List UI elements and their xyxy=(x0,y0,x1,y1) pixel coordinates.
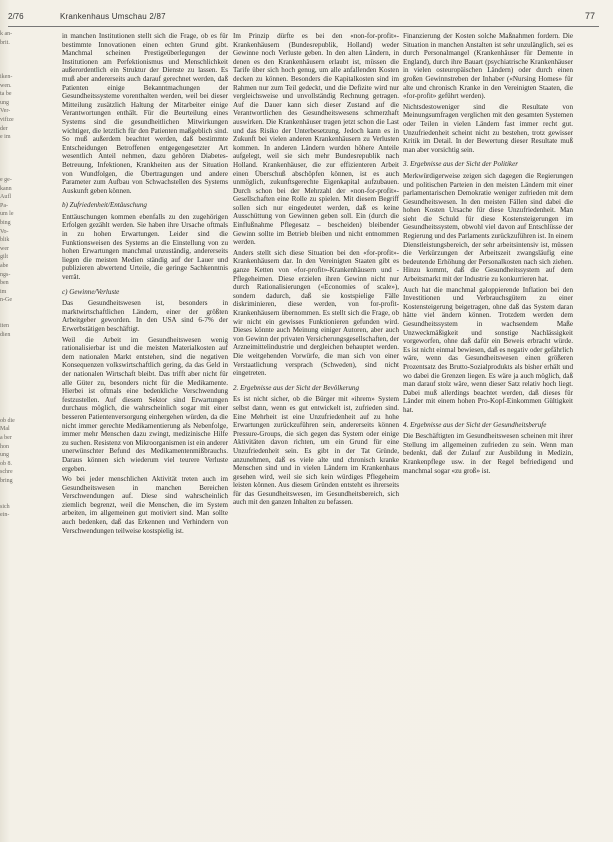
margin-fragment: ngs- xyxy=(0,271,11,278)
margin-fragment: abe xyxy=(0,263,9,270)
section-heading: 4. Ergebnisse aus der Sicht der Gesundheitsberufe xyxy=(403,420,547,429)
margin-fragment: dien xyxy=(0,331,11,338)
margin-fragment xyxy=(0,56,40,65)
running-header xyxy=(8,10,599,27)
paragraph: Im Prinzip dürfte es bei den «non-for-profit»-Krankenhäusern (Bundesrepublik, Holland) weder Gewinne noch Verluste geben. In den alten Ländern, in denen es den Krankenhäusern erlaubt ist, müssen die Tarife über sich hoch genug, um alle anfallenden Kosten decken zu können. Besonders die Kapitalkosten sind im Rahmen nur zum Teil gedeckt, und die Defizite wird nur vergleichsweise und unvollständig Rechnung getragen. Auf die Dauer kann sich dieser Zustand auf die Verantwortlichen des Gesundheitswesens schmerzhaft auswirken. Die Krankenhäuser tragen jetzt schon die Last und das Risiko der Unterbesetzung. Jedoch kann es in Zukunft bei vielen anderen Krankenhäusern zu Verlusten kommen. In anderen Ländern wurden höhere Anteile aufgelegt, weil sie sich mehr Bundesrepublik nach Holland. Krankenhäuser, die zur effizienteren Arbeit einen Überschuß abschöpfen können, ist es auch unmöglich, zukunftsgerechte Eigenkapital aufzubauen. Durch schon bei der Mehrzahl der «non-for-profit»-Gesellschaften eine Rolle zu spielen. Mit diesem Begriff sollen sich nur eingedeutet werden, daß es keine Ausschüttung von Gewinnen geben soll. Ein (durch die Einflußnahme Pflegesatz – bescheiden) bleibender Gewinn sollte im Betrieb bleiben und nicht entnommen werden. xyxy=(233,32,399,247)
margin-fragment xyxy=(0,391,40,400)
paragraph: Das Gesundheitswesen ist, besonders in marktwirtschaftlichen Ländern, einer der größten Arbeitgeber geworden. In den USA sind 6-7% der Erwerbstätigen beschäftigt. xyxy=(62,299,228,333)
margin-fragment: Ver- xyxy=(0,108,11,115)
paragraph: Merkwürdigerweise zeigen sich dagegen die Regierungen und politischen Parteien in den meisten Ländern mit einer parlamentarischen Demokratie weniger zufrieden mit dem Gesundheitswesen. In den meisten Fällen sind dabei die hohen Kosten Ursache für diese Unzufriedenheit. Man sieht die Schuld für diese Kostensteigerungen im Gesundheitssystem, obwohl viel davon auf Entschlüsse der Regierung und des Parlaments zurückzuführen ist. In einem Dienstleistungsbereich, der sehr arbeitsintensiv ist, müssen die Verkürzungen der Arbeitszeit zwangsläufig eine bedeutende Erhöhung der Personalkosten nach sich ziehen. Hinzu kommt, daß die Gesundheitssystem auf dem Arbeitsmarkt mit der Industrie zu konkurrieren hat. xyxy=(403,171,573,284)
margin-fragment xyxy=(0,305,40,314)
margin-fragment: hon xyxy=(0,443,9,450)
margin-fragment: ben xyxy=(0,280,9,287)
paragraph: Wo bei jeder menschlichen Aktivität treten auch im Gesundheitswesen in manchen Bereichen Verschwendungen auf. Diese sind wahrscheinlich ziemlich begrenzt, weil die Menschen, die im System arbeiten, im allgemeinen gut motiviert sind. Man sollte auch bedenken, daß das Erkennen und Verhindern von Verschwendungen teilweise kostspielig ist. xyxy=(62,475,228,535)
margin-fragment: gilt xyxy=(0,254,9,261)
margin-fragment: ob 8. xyxy=(0,460,12,467)
paragraph: Weil die Arbeit im Gesundheitswesen wenig rationalisierbar ist und die meisten Materialkosten auf dem nationalen Markt entstehen, sind die negativen Konsequenzen volkswirtschaftlich gering, da das Geld in der nationalen Wirtschaft bleibt. Das trifft aber nicht für alle Güter zu, besonders nicht für die Medikamente. Hierbei ist oftmals eine bedenkliche Verschwendung festzustellen. Auf diesem Sektor sind Erwartungen durchaus möglich, die wahrscheinlich sogar mit einer besseren Patientenversorgung einhergehen würden, da die nicht immer gerechte Medikamentierung als Nebenfolge, immer mehr Menschen dazu zwingt, medizinische Hilfe zu suchen. Resistenz von Mikroorganismen ist ein anderer unerwünschter Befund des Medikamentenmißbrauchs. Daraus können sich wiederum viel teurere Verluste ergeben. xyxy=(62,335,228,473)
paragraph: Enttäuschungen kommen ebenfalls zu den zugehörigen Erfolgen gezählt werden. Sie haben ihre Ursache oftmals in zu hohen Erwartungen. Leider sind die Funktionsweisen des Systems an die Einstellung von zu hohen Erwartungen manchmal unzuständig, andererseits liegen die meisten Medien ständig auf der Lauer und publizieren abwertend Urteile, die geringe Sachkenntnis verrät. xyxy=(62,212,228,282)
margin-fragment xyxy=(0,408,40,417)
margin-fragment xyxy=(0,382,40,391)
section-heading: b) Zufriedenheit/Entäuschung xyxy=(62,201,147,210)
header-left-text: 2/76 xyxy=(8,12,24,21)
paragraph: in manchen Institutionen stellt sich die Frage, ob es für bestimmte Innovationen einen echten Grund gibt. Manchmal scheinen Prestigeüberlegungen der Institutionen am Perfektionismus und Menschlichkeit außerordentlich ein Struktur der Dienste zu lassen. Es muß aber andererseits auch darauf gerechnet werden, daß Patienten einige Bekanntmachungen der Gesundheitssysteme vorenthalten werden, weil bei dieser Mitteilung zusätzlich Haltung der Mitarbeiter einige Verantwortungen enthält. Für die Beurteilung eines Systems sind die gesundheitlichen Mitwirkungen wichtiger, die letztlich für den Patienten maßgeblich sind. So muß außerdem beachtet werden, daß bestimmte Entscheidungen Betroffenen entgegengesetzter Art wesentlich Anteil nehmen, dazu gehören Diabetes-Betreuung, Infektionen, Krankheiten aus der Situation von Wundfolgen, die Übertragungen und andere Parameter zum Aufbau von Schwachstellen des Systems Auskunft geben können. xyxy=(62,32,228,195)
margin-fragment xyxy=(0,168,40,177)
margin-fragment xyxy=(0,485,40,494)
section-heading: 3. Ergebnisse aus der Sicht der Politiker xyxy=(403,160,518,169)
margin-fragment: Pa- xyxy=(0,202,8,209)
column-2 xyxy=(233,32,399,832)
margin-fragment xyxy=(0,520,40,529)
margin-fragment: im xyxy=(0,288,7,295)
margin-fragment: blik xyxy=(0,237,10,244)
margin-fragment: ob die xyxy=(0,417,15,424)
margin-fragment: um le xyxy=(0,211,14,218)
margin-fragment xyxy=(0,400,40,409)
previous-page-margin xyxy=(0,30,40,830)
paragraph: Es ist nicht sicher, ob die Bürger mit «ihrem» System selbst dann, wenn es gut entwickelt ist, zufrieden sind. Eine Mehrheit ist eine Unzufriedenheit auf zu hohe Erwartungen zurückzuführen sein, andererseits können Pressure-Groups, die sich gegen das System oder einige Aktivitäten davon richten, um ein Grund für eine Unzufriedenheit sein. Es gibt in der Tat Gründe, anzunehmen, daß es viele alte und chronisch kranke Menschen sind und in vielen Ländern im Krankenhaus gesehen wird, weil sie sich kein würdiges Pflegeheim leisten können. Aus diesem Gründen entsteht es ihrerseits für das Gesundheitswesen, im Gesundheitsbereich, sich auch mit den ganzen Inhalten zu befassen. xyxy=(233,395,399,507)
margin-fragment xyxy=(0,64,40,73)
margin-fragment: ein- xyxy=(0,512,10,519)
margin-fragment: ta be xyxy=(0,91,12,98)
margin-fragment: wer xyxy=(0,245,9,252)
margin-fragment xyxy=(0,554,40,563)
margin-fragment xyxy=(0,314,40,323)
margin-fragment xyxy=(0,494,40,503)
margin-fragment xyxy=(0,150,40,159)
margin-fragment: k an- xyxy=(0,31,13,37)
section-heading: 2. Ergebnisse aus der Sicht der Bevölkerung xyxy=(233,383,360,392)
paragraph: Finanzierung der Kosten solche Maßnahmen fordern. Die Situation in manchen Anstalten ist sehr unzulänglich, sei es durch Personalmangel (Krankenhäuser für Demente in England), durch ihre Bauart (psychiatrische Krankenhäuser in vielen osteuropäischen Ländern) oder durch einen großen Gewinnstreben der Inhaber («Nursing Homes» für alte und chronisch Kranke in den Vereinigten Staaten, die «for-profit» geführt werden). xyxy=(403,32,573,101)
margin-fragment xyxy=(0,142,40,151)
margin-fragment: brit. xyxy=(0,39,10,46)
column-1 xyxy=(62,32,228,832)
margin-fragment xyxy=(0,365,40,374)
margin-fragment xyxy=(0,47,40,56)
margin-fragment: ung xyxy=(0,452,9,459)
paragraph: Nichtsdestoweniger sind die Resultate von Meinungsumfragen verglichen mit den gesamten Systemen oder Teilen in vielen Ländern fast immer recht gut. Unzufriedenheit scheint nicht zu bestehen, trotz gewisser Kritik im Detail. In der Bewertung dieser Resultate muß man aber vorsichtig sein. xyxy=(403,102,573,154)
margin-fragment: kann xyxy=(0,185,12,192)
margin-fragment: vifize xyxy=(0,116,14,123)
margin-fragment xyxy=(0,374,40,383)
margin-fragment: bring xyxy=(0,477,13,484)
margin-fragment xyxy=(0,546,40,555)
margin-fragment xyxy=(0,528,40,537)
column-3 xyxy=(403,32,573,832)
margin-fragment: bing xyxy=(0,220,11,227)
margin-fragment: iken- xyxy=(0,73,13,80)
margin-fragment xyxy=(0,357,40,366)
margin-fragment: iten xyxy=(0,323,9,330)
margin-fragment: a ber xyxy=(0,434,12,441)
margin-fragment: ung xyxy=(0,99,9,106)
margin-fragment: schre xyxy=(0,469,13,476)
margin-fragment: e im xyxy=(0,134,11,141)
margin-fragment: wen. xyxy=(0,82,12,89)
margin-fragment: sich xyxy=(0,503,10,510)
margin-fragment: n-Ge xyxy=(0,297,12,304)
paragraph: Auch hat die manchmal galoppierende Inflation bei den Investitionen und Verbrauchsgütern zu einer Kostensteigerung beigetragen, ohne daß das System daran hätte viel ändern können. Trotzdem werden dem Gesundheitssystem in wachsendem Maße Unzweckmäßigkeit und sonstige Nachlässigkeit vorgeworfen, ohne daß dafür ein Beweis erbracht würde. Es ist nicht einmal bewiesen, daß es negativ oder gefährlich wäre, wenn das Gesundheitswesen einen größeren Prozentsatz des Brutto-Sozialprodukts als bisher erhält und wo dabei die Grenzen liegen. Es wäre ja auch möglich, daß man darauf stolz wäre, wenn dieser Satz relativ hoch liegt. Dabei muß allerdings beachtet werden, daß dieses für Länder mit einem hohen Pro-Kopf-Einkommen Gültigkeit hat. xyxy=(403,285,573,414)
margin-fragment: der xyxy=(0,125,8,132)
paragraph: Anders stellt sich diese Situation bei den «for-profit»-Krankenhäusern dar. In den Vereinigten Staaten gibt es ganze Ketten von «for-profit»-Krankenhäusern und -Pflegeheimen. Diese erzielen ihren Gewinn nicht nur durch Rationalisierungen («Economies of scale»), sondern dadurch, daß sie kostspielige Fälle diskriminieren, diese werden, von for-profit-Krankenhäusern übernommen. Es stellt sich die Frage, ob wir nicht ein gewisses Funktionieren gefunden wird. Dieses könnte auch Meinung einiger Autoren, aber auch von Gewinn der privaten Versicherungsgesellschaften, der Arzneimittelindustrie und dergleichen behauptet werden. Die weitgehenden Vorwürfe, die man sich von einer Verstaatlichung versprach (Schweden), sind nicht eingetreten. xyxy=(233,248,399,378)
margin-fragment: Aufl xyxy=(0,194,11,201)
margin-fragment xyxy=(0,537,40,546)
margin-fragment xyxy=(0,339,40,348)
margin-fragment: Vo- xyxy=(0,228,9,235)
section-heading: c) Gewinne/Verluste xyxy=(62,287,120,296)
margin-fragment: Mal xyxy=(0,426,10,433)
journal-title: Krankenhaus Umschau 2/87 xyxy=(60,12,166,21)
margin-fragment xyxy=(0,159,40,168)
margin-fragment xyxy=(0,348,40,357)
margin-fragment: e ge- xyxy=(0,177,12,184)
paragraph: Die Beschäftigten im Gesundheitswesen scheinen mit ihrer Stellung im allgemeinen zufrieden zu sein. Wenn man bedenkt, daß der Zulauf zur Ausbildung in Medizin, Krankenpflege usw. in der Regel befriedigend und manchmal sogar «zu groß» ist. xyxy=(403,432,573,475)
page-number: 77 xyxy=(584,11,595,21)
